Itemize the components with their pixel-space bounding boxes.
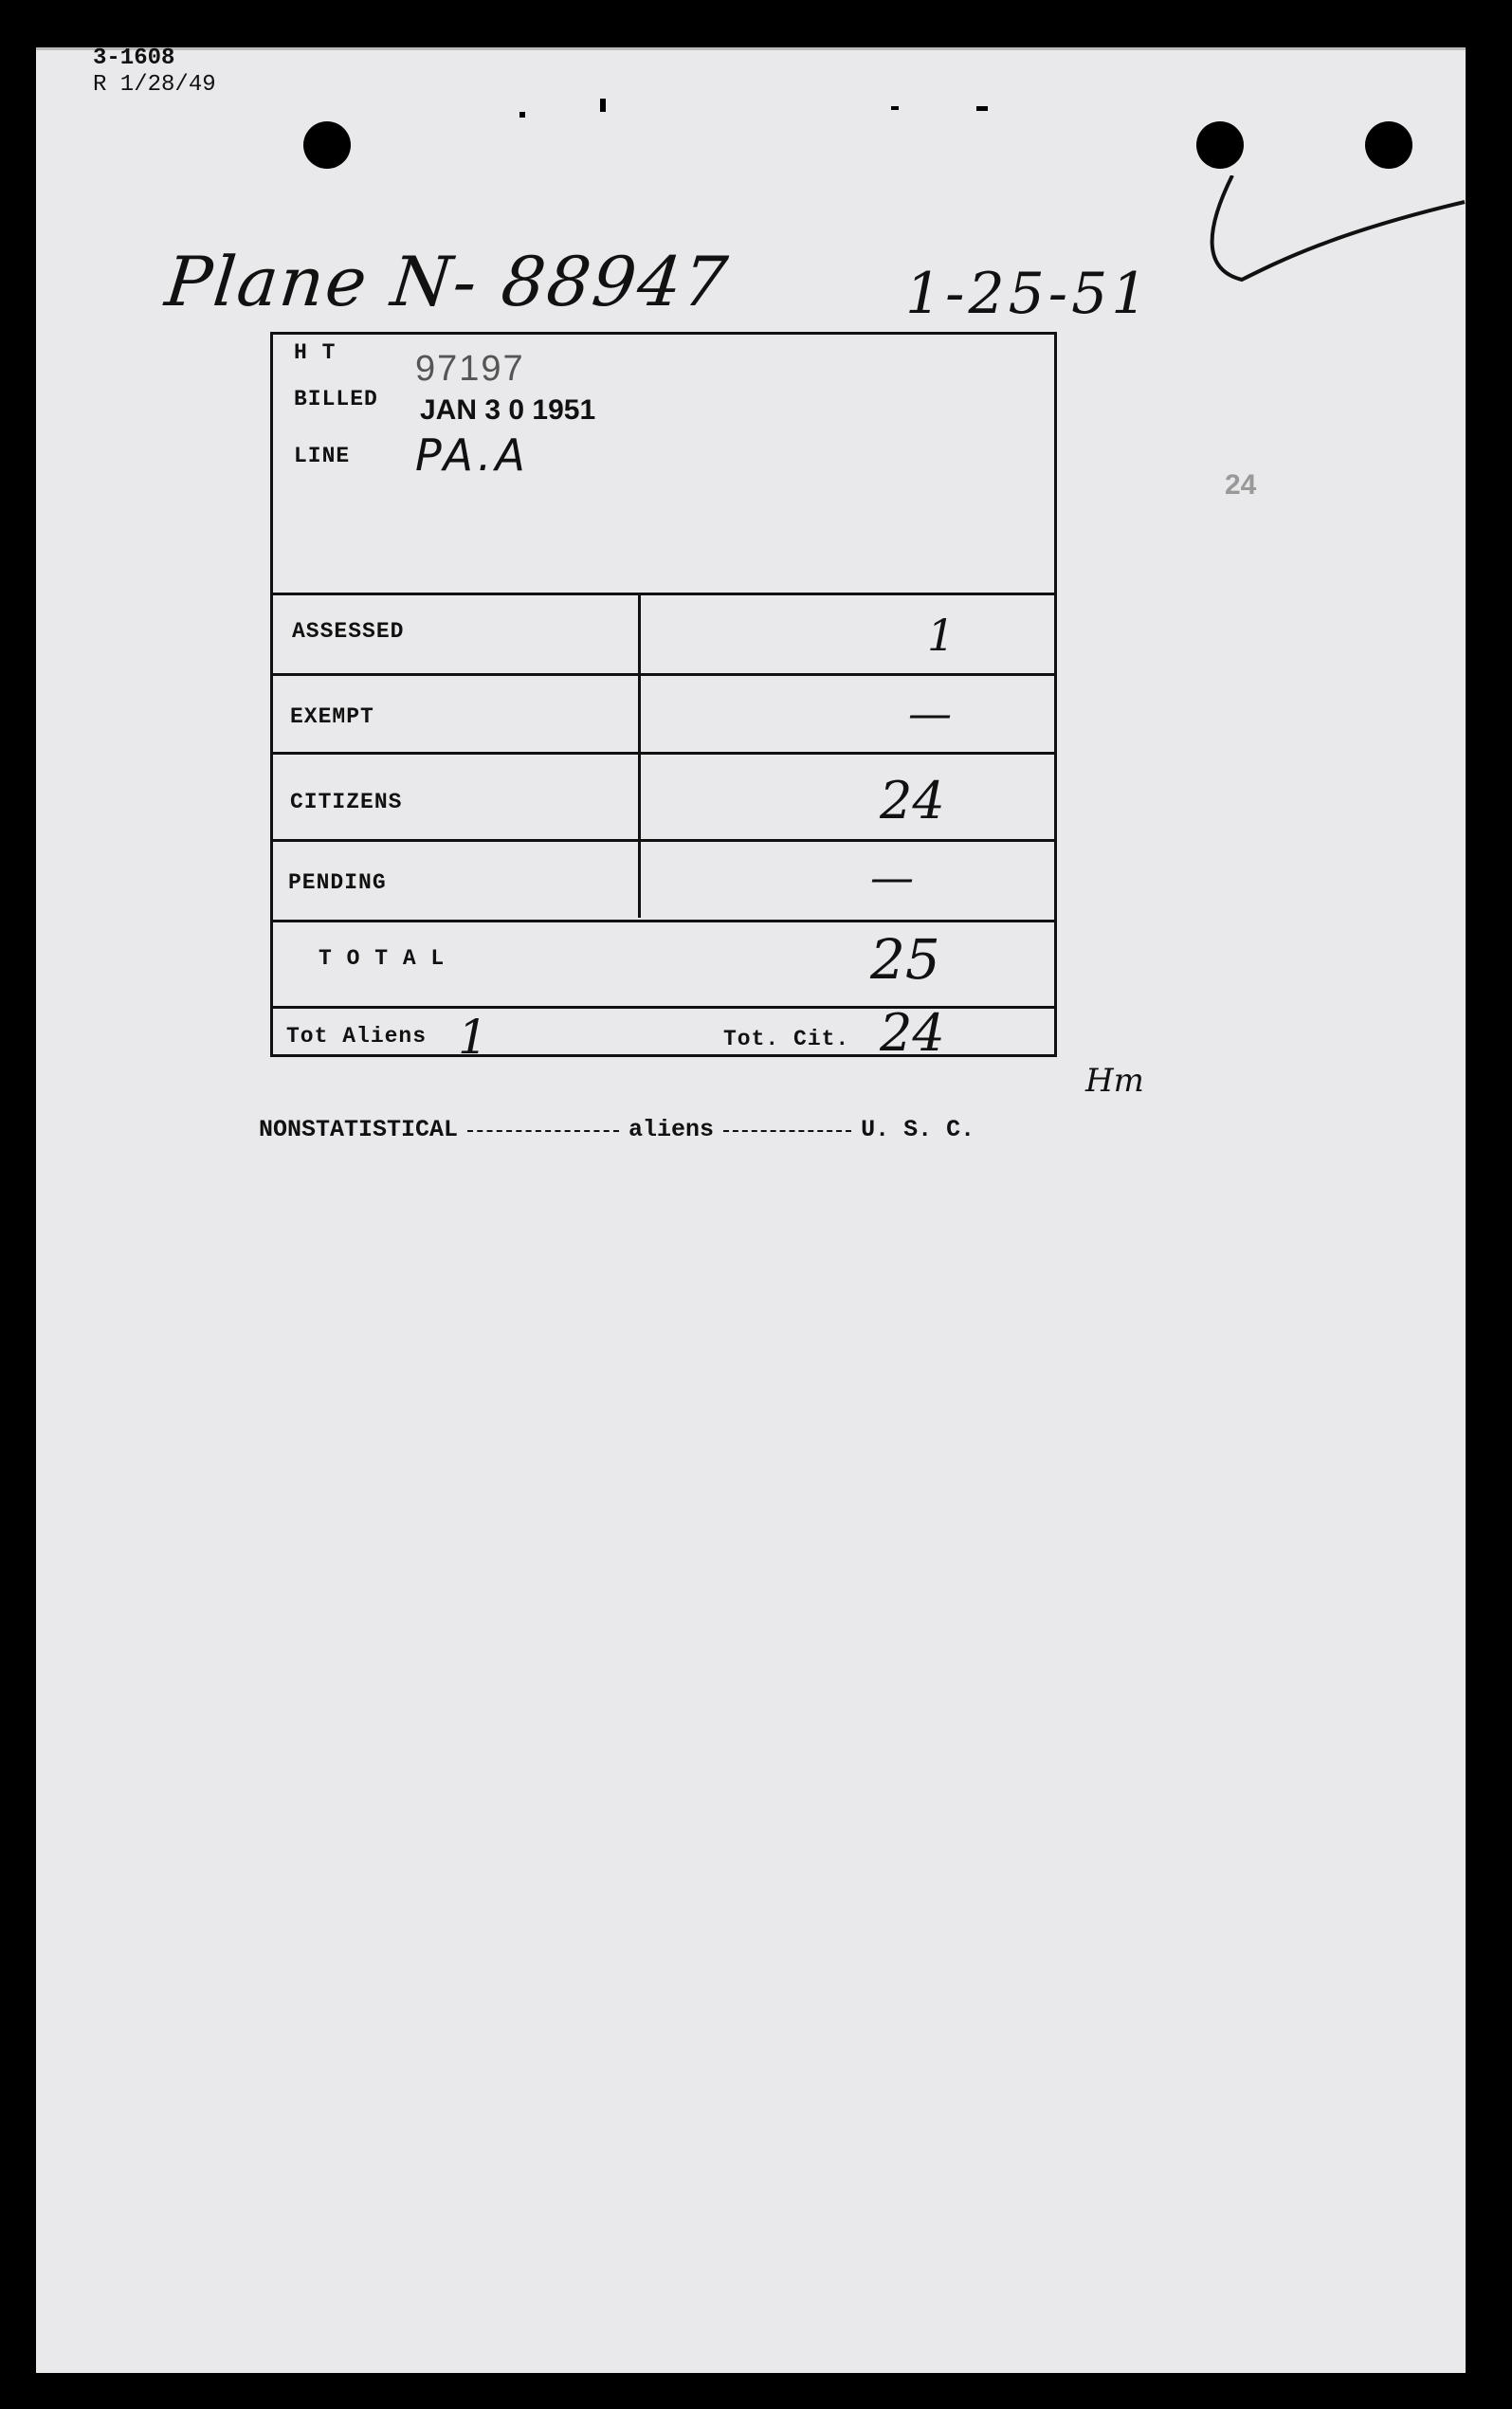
line-value: PA.A xyxy=(415,429,529,481)
punch-hole-middle xyxy=(1196,121,1244,169)
ht-value: 97197 xyxy=(415,349,525,389)
tot-aliens-label: Tot Aliens xyxy=(286,1024,428,1049)
nonstatistical-label: NONSTATISTICAL xyxy=(259,1116,459,1143)
punch-hole-right xyxy=(1365,121,1412,169)
exempt-value: — xyxy=(908,687,952,739)
tally-box xyxy=(270,332,1057,1065)
aliens-blank xyxy=(723,1130,851,1132)
divider xyxy=(273,752,1054,755)
handwritten-date: 1-25-51 xyxy=(905,261,1152,327)
nonstatistical-line xyxy=(259,1116,975,1143)
speck xyxy=(600,99,606,112)
page-number: 24 xyxy=(1225,469,1257,501)
citizens-label: CITIZENS xyxy=(290,790,403,814)
divider xyxy=(273,673,1054,676)
punch-hole-left xyxy=(303,121,351,169)
column-divider xyxy=(638,595,641,918)
check-mark xyxy=(1204,175,1469,289)
form-revision: R 1/28/49 xyxy=(93,72,216,98)
billed-label: BILLED xyxy=(294,387,378,411)
plane-number: Plane N- 88947 xyxy=(161,242,733,321)
tot-cit-label: Tot. Cit. xyxy=(723,1027,850,1051)
ht-label: H T xyxy=(294,340,337,365)
speck xyxy=(891,106,899,110)
speck xyxy=(519,112,525,118)
divider xyxy=(273,920,1054,922)
usc-label: U. S. C. xyxy=(861,1116,975,1143)
initials: Hm xyxy=(1085,1062,1144,1100)
assessed-label: ASSESSED xyxy=(292,619,405,644)
divider xyxy=(273,839,1054,842)
tot-aliens-value: 1 xyxy=(458,1010,488,1065)
form-number: 3-1608 xyxy=(93,46,175,71)
citizens-value: 24 xyxy=(880,771,945,830)
tot-cit-value: 24 xyxy=(880,1003,945,1063)
pending-label: PENDING xyxy=(288,870,387,895)
assessed-value: 1 xyxy=(927,610,956,661)
exempt-label: EXEMPT xyxy=(290,704,374,729)
divider xyxy=(273,593,1054,595)
total-value: 25 xyxy=(870,927,940,992)
billed-date: JAN 3 0 1951 xyxy=(420,394,596,426)
total-label: T O T A L xyxy=(319,946,446,971)
speck xyxy=(976,106,988,111)
nonstatistical-blank xyxy=(467,1130,619,1132)
pending-value: — xyxy=(870,851,914,903)
aliens-label: aliens xyxy=(628,1116,715,1143)
line-label: LINE xyxy=(294,444,351,468)
